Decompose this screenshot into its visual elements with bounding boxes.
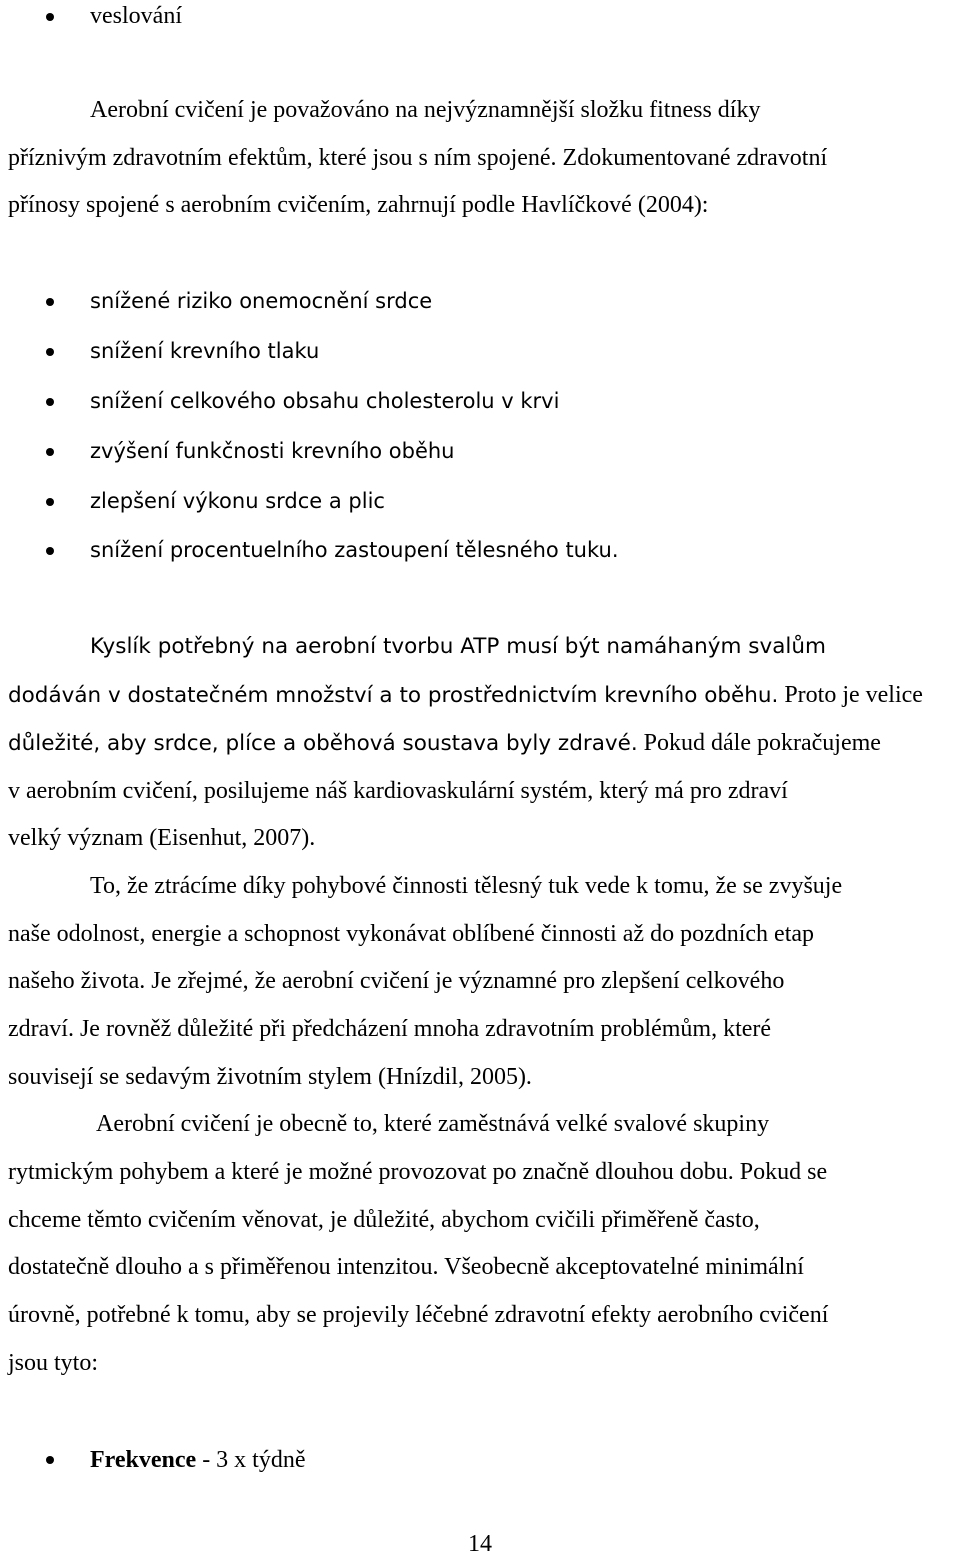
paragraph-line: dostatečně dlouho a s přiměřenou intenzitou. Všeobecně akceptovatelné minimální — [8, 1254, 804, 1280]
list-item-frequency — [0, 1448, 950, 1488]
list-item-text: snížení krevního tlaku — [90, 339, 320, 363]
paragraph-line: v aerobním cvičení, posilujeme náš kardiovaskulární systém, který má pro zdraví — [8, 778, 788, 804]
paragraph-line: naše odolnost, energie a schopnost vykonávat oblíbené činnosti až do pozdních etap — [8, 921, 815, 947]
paragraph-line: zdraví. Je rovněž důležité při předcházení mnoha zdravotním problémům, které — [8, 1016, 772, 1042]
list-item-text: zlepšení výkonu srdce a plic — [90, 489, 385, 513]
paragraph-line — [8, 683, 923, 707]
frequency-label: Frekvence — [90, 1447, 197, 1473]
bullet-icon — [46, 448, 54, 456]
list-item — [0, 341, 950, 381]
list-item-text: snížení celkového obsahu cholesterolu v krvi — [90, 389, 560, 413]
list-item-text — [90, 1448, 306, 1472]
list-item — [0, 491, 950, 531]
list-item-text: snížené riziko onemocnění srdce — [90, 289, 433, 313]
paragraph-line: velký význam (Eisenhut, 2007). — [8, 825, 316, 851]
frequency-value: - 3 x týdně — [196, 1447, 306, 1473]
bullet-icon — [46, 298, 54, 306]
paragraph-line: příznivým zdravotním efektům, které jsou s ním spojené. Zdokumentované zdravotní — [8, 145, 828, 171]
paragraph-line: jsou tyto: — [8, 1350, 99, 1376]
paragraph-line — [8, 731, 881, 755]
paragraph-line: souvisejí se sedavým životním stylem (Hnízdil, 2005). — [8, 1064, 532, 1090]
paragraph-line: Aerobní cvičení je považováno na nejvýznamnější složku fitness díky — [90, 97, 761, 123]
page-number: 14 — [468, 1531, 492, 1557]
paragraph-line: rytmickým pohybem a které je možné provozovat po značně dlouhou dobu. Pokud se — [8, 1159, 828, 1185]
paragraph-line: To, že ztrácíme díky pohybové činnosti tělesný tuk vede k tomu, že se zvyšuje — [90, 873, 843, 899]
paragraph-text: Proto je velice — [778, 682, 923, 708]
paragraph-line: Kyslík potřebný na aerobní tvorbu ATP musí být namáhaným svalům — [90, 634, 826, 659]
paragraph-text: Pokud dále pokračujeme — [637, 730, 881, 756]
paragraph-text: důležité, aby srdce, plíce a oběhová soustava byly zdravé. — [8, 731, 638, 756]
paragraph-text: dodáván v dostatečném množství a to prostřednictvím krevního oběhu. — [8, 683, 779, 708]
list-item — [0, 291, 950, 331]
bullet-icon — [46, 13, 54, 21]
bullet-icon — [46, 348, 54, 356]
list-item-text: snížení procentuelního zastoupení tělesného tuku. — [90, 538, 619, 562]
paragraph-line: chceme těmto cvičením věnovat, je důležité, abychom cvičili přiměřeně často, — [8, 1207, 760, 1233]
list-item — [0, 4, 950, 44]
list-item-text: zvýšení funkčnosti krevního oběhu — [90, 439, 455, 463]
bullet-icon — [46, 1456, 54, 1464]
bullet-icon — [46, 498, 54, 506]
paragraph-line: úrovně, potřebné k tomu, aby se projevily léčebné zdravotní efekty aerobního cvičení — [8, 1302, 829, 1328]
list-item — [0, 540, 950, 580]
paragraph-line: Aerobní cvičení je obecně to, které zaměstnává velké svalové skupiny — [96, 1111, 770, 1137]
list-item — [0, 441, 950, 481]
paragraph-line: našeho života. Je zřejmé, že aerobní cvičení je významné pro zlepšení celkového — [8, 968, 785, 994]
bullet-icon — [46, 398, 54, 406]
bullet-icon — [46, 547, 54, 555]
paragraph-line: přínosy spojené s aerobním cvičením, zahrnují podle Havlíčkové (2004): — [8, 192, 709, 218]
list-item-text: veslování — [90, 3, 182, 29]
list-item — [0, 391, 950, 431]
